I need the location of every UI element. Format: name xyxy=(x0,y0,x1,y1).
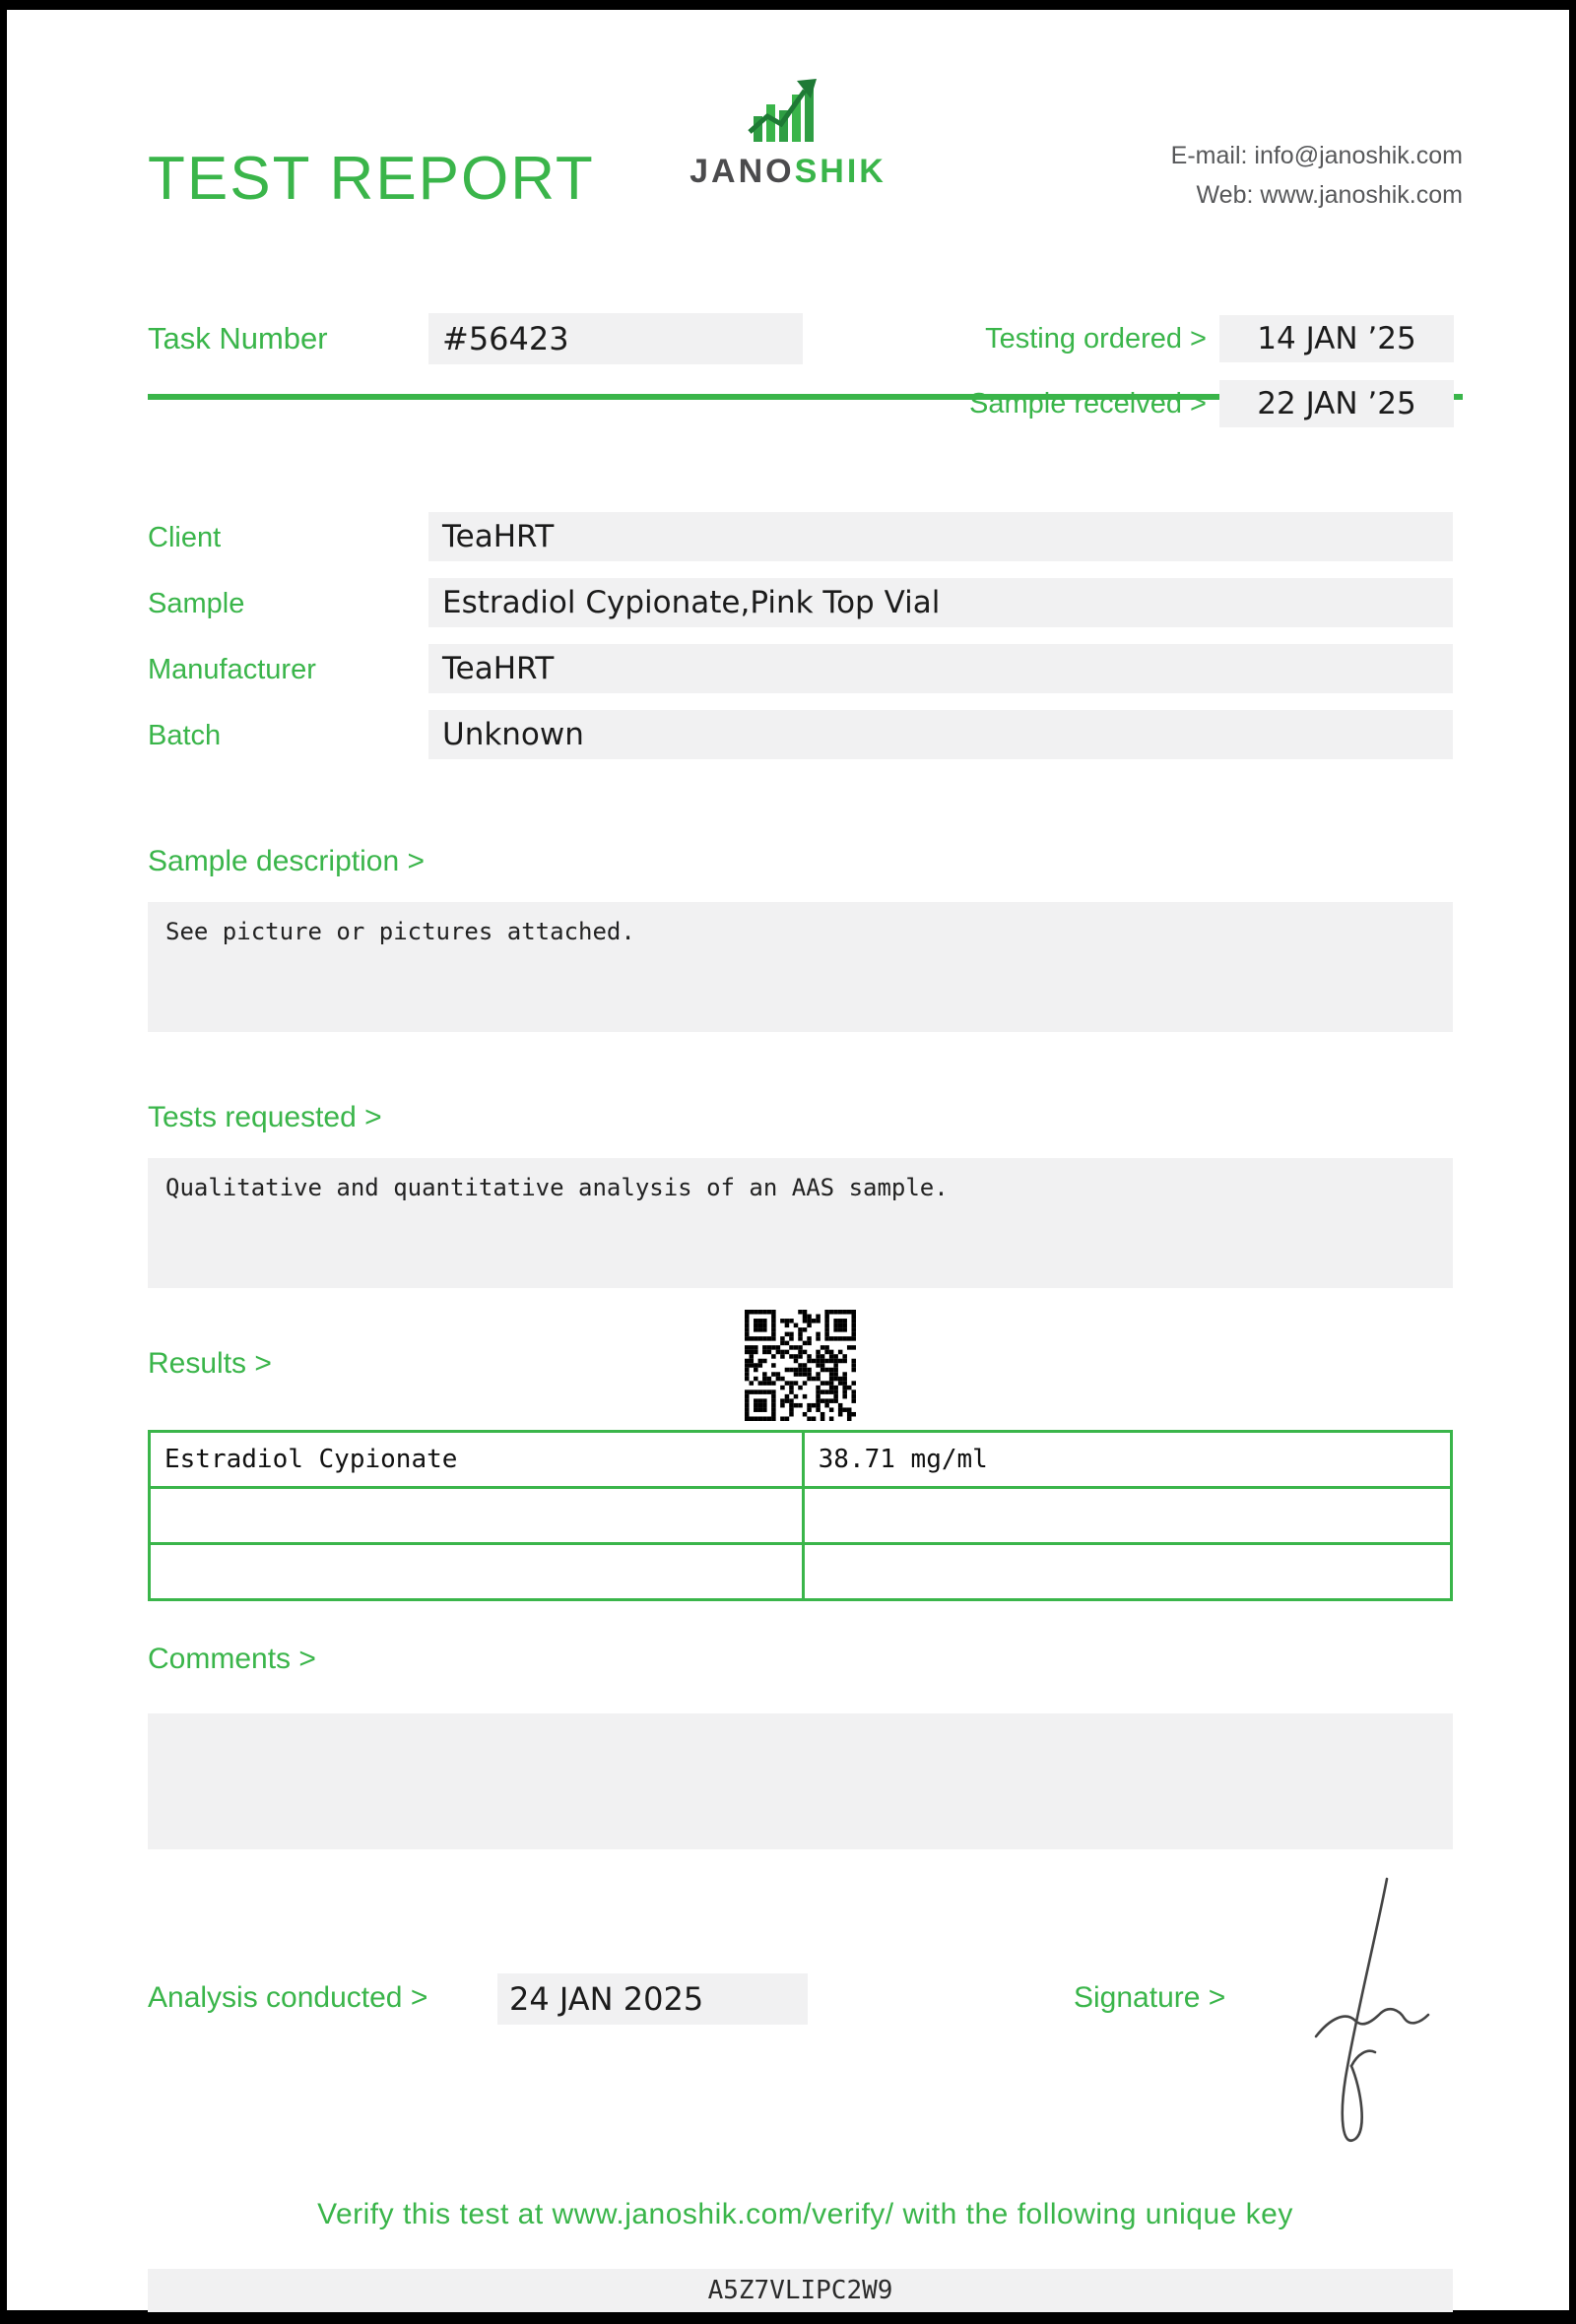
unique-key: A5Z7VLIPC2W9 xyxy=(707,2276,893,2305)
client-value-box xyxy=(428,512,1453,561)
results-row xyxy=(150,1488,1452,1544)
page-border-right xyxy=(1569,0,1576,2324)
analysis-date-box xyxy=(497,1973,808,2025)
batch-value: Unknown xyxy=(442,717,584,752)
result-amount xyxy=(803,1488,1451,1544)
sample-description-label: Sample description > xyxy=(148,845,425,877)
contact-block xyxy=(1171,136,1463,215)
contact-email: E-mail: info@janoshik.com xyxy=(1170,142,1463,169)
testing-ordered-value-box xyxy=(1219,315,1454,362)
sample-received-value-box xyxy=(1219,380,1454,427)
tests-requested-label: Tests requested > xyxy=(148,1101,382,1133)
sample-description-box xyxy=(148,902,1453,1032)
result-substance xyxy=(150,1544,804,1600)
result-amount xyxy=(803,1544,1451,1600)
task-number-label: Task Number xyxy=(148,321,328,355)
manufacturer-label: Manufacturer xyxy=(148,654,316,685)
results-table xyxy=(148,1430,1453,1601)
logo-wordmark xyxy=(630,153,946,191)
signature-label: Signature > xyxy=(1074,1981,1226,2014)
results-row xyxy=(150,1432,1452,1488)
results-row xyxy=(150,1544,1452,1600)
contact-web: Web: www.janoshik.com xyxy=(1196,181,1463,209)
manufacturer-value: TeaHRT xyxy=(442,651,555,686)
result-substance xyxy=(150,1488,804,1544)
testing-ordered-date: 14 JAN ’25 xyxy=(1257,321,1416,356)
analysis-date: 24 JAN 2025 xyxy=(509,1980,704,2018)
tests-requested-box xyxy=(148,1158,1453,1288)
result-amount: 38.71 mg/ml xyxy=(803,1432,1451,1488)
batch-value-box xyxy=(428,710,1453,759)
unique-key-box xyxy=(148,2269,1453,2312)
manufacturer-value-box xyxy=(428,644,1453,693)
signature-image xyxy=(1261,1871,1487,2176)
task-number-value-box xyxy=(428,313,803,364)
bar-chart-arrow-icon xyxy=(744,73,832,151)
comments-text xyxy=(148,1713,1453,1745)
janoshik-logo xyxy=(630,73,946,191)
sample-description-text: See picture or pictures attached. xyxy=(165,918,635,945)
result-substance: Estradiol Cypionate xyxy=(150,1432,804,1488)
analysis-conducted-label: Analysis conducted > xyxy=(148,1981,428,2014)
logo-part-dark: JANO xyxy=(690,153,795,190)
client-label: Client xyxy=(148,522,222,553)
logo-part-green: SHIK xyxy=(794,153,886,190)
testing-ordered-label: Testing ordered > xyxy=(985,323,1207,355)
sample-value-box xyxy=(428,578,1453,627)
sample-value: Estradiol Cypionate,Pink Top Vial xyxy=(442,585,941,620)
sample-received-date: 22 JAN ’25 xyxy=(1257,386,1416,421)
sample-label: Sample xyxy=(148,588,245,619)
batch-label: Batch xyxy=(148,720,222,751)
client-value: TeaHRT xyxy=(442,519,555,554)
qr-code xyxy=(745,1310,856,1421)
page-title: TEST REPORT xyxy=(148,145,595,213)
verify-instruction: Verify this test at www.janoshik.com/verify/ with the following unique key xyxy=(317,2198,1293,2230)
results-label: Results > xyxy=(148,1347,272,1380)
tests-requested-text: Qualitative and quantitative analysis of an AAS sample. xyxy=(165,1174,949,1201)
task-number-value: #56423 xyxy=(442,320,569,357)
comments-label: Comments > xyxy=(148,1643,316,1675)
page-border-bottom xyxy=(0,2310,1576,2324)
page-border-top xyxy=(0,0,1576,10)
sample-received-label: Sample received > xyxy=(969,388,1207,420)
comments-box xyxy=(148,1713,1453,1849)
page-border-left xyxy=(0,0,7,2324)
